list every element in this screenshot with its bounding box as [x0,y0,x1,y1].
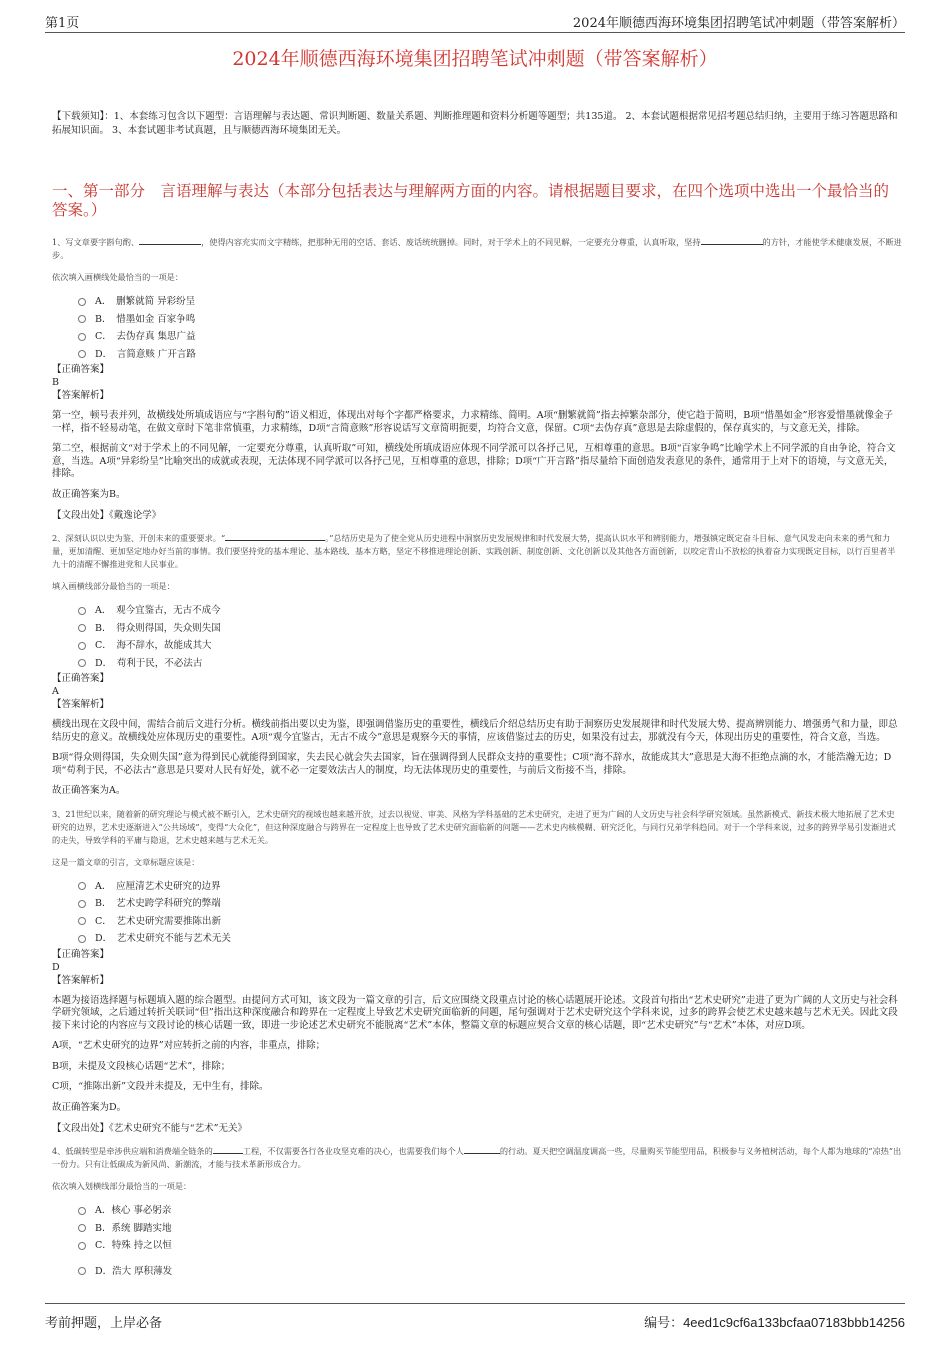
analysis-label: 【答案解析】 [52,699,110,710]
option-list [78,878,902,948]
answer-label: 【正确答案】 [52,673,110,684]
option-d[interactable]: D． 艺术史研究不能与艺术无关 [78,930,902,948]
analysis-paragraph: 本题为接语选择题与标题填入题的综合题型。由提问方式可知，该文段为一篇文章的引言，后文应围绕文段重点讨论的核心话题展开论述。文段首句指出“艺术史研究”走进了更为广阔的人文历史与社会科学研究领域，之后通过转折关联词“但”指出这种深度融合和跨界在一定程度上导致艺术史研究面临新的问题，尾句强调对于艺术史研究这个学科来说，过多的跨界会使艺术史越来越与艺术无关。因此文段接下来讨论的内容应与文段讨论的核心话题一致，即进一步论述艺术史研究不能脱离“艺术”本体，整篇文章的标题应契合文章的核心话题，即“艺术史研究”与“艺术”本体，对应D项。 [52,994,898,1031]
fill-blank [464,1145,500,1154]
analysis-conclusion: 故正确答案为D。 [52,1101,127,1113]
option-c[interactable]: C．特殊 持之以恒 [78,1237,902,1255]
radio-icon[interactable] [78,333,86,341]
analysis-label: 【答案解析】 [52,390,110,401]
fill-blank [701,236,763,245]
question-prompt: 依次填入划横线部分最恰当的一项是： [52,1181,192,1191]
analysis-paragraph: 第一空，顿号表并列，故横线处所填成语应与“字斟句酌”语义相近，体现出对每个字都严格要求，力求精练、简明。A项“删繁就简”指去掉繁杂部分，使它趋于简明，B项“惜墨如金”形容爱惜墨就像金子一样，指不轻易动笔，在做文章时下笔非常慎重，力求精练，D项“言简意赅”形容说话写文章简明扼要，均符合文意，保留。C项“去伪存真”意思是去除虚假的，保存真实的，与文意无关，排除。 [52,410,893,434]
answer-value: B [52,377,59,388]
question-stem: 3、21世纪以来，随着新的研究理论与模式被不断引入，艺术史研究的视域也越来越开放，过去以视觉、审美、风格为学科基础的艺术史研究，走进了更为广阔的人文历史与社会科学研究领域。虽然新模式、新技术极大地拓展了艺术史研究的边界，艺术史逐渐进入“公共场域”，变得“大众化”，但这种深度融合与跨界在一定程度上也导致了艺术史研究面临新的问题——艺术史内核模糊、研究泛化，与同行兄弟学科趋同。对于一个学科来说，过多的跨界学易引发渐进式的走失，导致学科的平庸与隐退，艺术史越来越与艺术无关。 [52,808,896,845]
answer-label: 【正确答案】 [52,948,110,960]
radio-icon[interactable] [78,298,86,306]
fill-blank [225,532,325,541]
document-title: 2024年顺德西海环境集团招聘笔试冲刺题（带答案解析） [232,48,718,70]
footer-slogan: 考前押题，上岸必备 [45,1316,163,1331]
question-prompt: 这是一篇文章的引言，文章标题应该是： [52,856,200,867]
analysis-item: A项，“艺术史研究的边界”对应转折之前的内容，非重点，排除； [52,1040,326,1051]
option-b[interactable]: B． 艺术史跨学科研究的弊端 [78,895,902,913]
radio-icon[interactable] [78,935,86,943]
question-3 [52,808,902,1136]
page-header [45,10,905,33]
option-c[interactable]: C． 艺术史研究需要推陈出新 [78,913,902,931]
analysis-item: B项，未提及文段核心话题“艺术”，排除； [52,1060,231,1072]
option-a[interactable]: A． 观今宜鉴古，无古不成今 [78,602,902,620]
radio-icon[interactable] [78,882,86,890]
radio-icon[interactable] [78,642,86,650]
option-list [78,602,902,672]
radio-icon[interactable] [78,917,86,925]
analysis-paragraph: B项“得众则得国，失众则失国”意为得到民心就能得到国家，失去民心就会失去国家，旨在强调得到人民群众支持的重要性；C项“海不辞水，故能成其大”意思是大海不拒绝点滴的水，才能浩瀚无边；D项“苟利于民，不必法古”意思是只要对人民有好处，就不必一定要效法古人的制度，均无法体现历史的重要性，与前后文衔接不当，排除。 [52,752,892,776]
source-citation: 【文段出处】《艺术史研究不能与“艺术”无关》 [52,1123,247,1134]
question-prompt: 填入画横线部分最恰当的一项是： [52,581,175,591]
fill-blank [139,236,201,245]
header-doc-title: 2024年顺德西海环境集团招聘笔试冲刺题（带答案解析） [572,16,905,31]
analysis-paragraph: 横线出现在文段中间，需结合前后文进行分析。横线前指出要以史为鉴，即强调借鉴历史的重要性，横线后介绍总结历史有助于洞察历史发展规律和时代发展大势、提高辨别能力、增强勇气和力量，即总结历史的意义。故横线处应体现历史的重要性。A项“观今宜鉴古，无古不成今”意思是观察今天的事情，应该借鉴过去的历史，如果没有过去，那就没有今天，体现出历史的重要性，符合文意，当选。 [52,719,898,743]
radio-icon[interactable] [78,659,86,667]
question-stem: 2、深刻认识以史为鉴、开创未来的重要要求。“ 。”总结历史是为了使全党从历史进程中洞察历史发展规律和时代发展大势，提高认识水平和辨别能力，增强镇定既定奋斗目标、意气风发走向未来的勇气和力量，更加清醒、更加坚定地办好当前的事情。我们要坚持党的基本理论、基本路线、基本方略，坚定不移推进理论创新、实践创新、制度创新、文化创新以及其他各方面创新，以咬定青山不放松的执着奋力实现既定目标，以行百里者半九十的清醒不懈推进党和人民事业。 [52,533,896,569]
answer-label: 【正确答案】 [52,364,110,375]
radio-icon[interactable] [78,315,86,323]
question-2 [52,532,902,798]
radio-icon[interactable] [78,350,86,358]
document-body [52,110,902,1280]
source-citation: 【文段出处】《戴逸论学》 [52,510,162,521]
option-b[interactable]: B．系统 脚踏实地 [78,1220,902,1238]
question-1 [52,236,902,522]
option-list [78,293,902,363]
radio-icon[interactable] [78,1267,86,1275]
page-number: 第1页 [45,16,80,31]
download-notice: 【下载须知】：1、本套练习包含以下题型：言语理解与表达题、常识判断题、数量关系题、判断推理题和资料分析题等题型；共135道。 2、本套试题根据常见招考题总结归纳，主要用于练习答题思路和拓展知识面。 3、本套试题非考试真题，且与顺德西海环境集团无关。 [52,111,898,136]
option-c[interactable]: C． 海不辞水，故能成其大 [78,637,902,655]
radio-icon[interactable] [78,624,86,632]
option-a[interactable]: A． 应厘清艺术史研究的边界 [78,878,902,896]
question-4 [52,1145,902,1280]
fill-blank [213,1145,243,1154]
radio-icon[interactable] [78,900,86,908]
radio-icon[interactable] [78,1207,86,1215]
question-stem: 4、低碳转型是牵涉供应端和消费端全链条的 工程，不仅需要各行各业攻坚克难的决心，也需要我们每个人 的行动。夏天把空调温度调高一些，尽量购买节能型用品，积极参与义务植树活动，每个人都为地球的“凉热”出一份力。只有让低碳成为新风尚、新潮流，才能与技术革新形成合力。 [52,1146,902,1169]
option-list [78,1202,902,1280]
document-serial-number: 编号：4eed1c9cf6a133bcfaa07183bbb14256 [644,1315,905,1330]
option-a[interactable]: A． 删繁就简 异彩纷呈 [78,293,902,311]
answer-value: A [52,686,59,697]
question-prompt: 依次填入画横线处最恰当的一项是： [52,272,184,282]
analysis-conclusion: 故正确答案为B。 [52,488,126,500]
option-a[interactable]: A．核心 事必躬亲 [78,1202,902,1220]
option-d[interactable]: D．浩大 厚积薄发 [78,1263,902,1281]
analysis-item: C项，“推陈出新”文段并未提及，无中生有，排除。 [52,1081,269,1092]
radio-icon[interactable] [78,1242,86,1250]
answer-value: D [52,961,60,973]
analysis-conclusion: 故正确答案为A。 [52,785,126,796]
page-footer [45,1303,905,1332]
option-b[interactable]: B． 惜墨如金 百家争鸣 [78,311,902,329]
analysis-label: 【答案解析】 [52,974,110,986]
option-d[interactable]: D． 言简意赅 广开言路 [78,346,902,364]
question-stem: 1、写文章要字斟句酌、 ，使得内容充实而文字精练，把那种无用的空话、套话、废话统统删掉。同时，对于学术上的不同见解，一定要充分尊重，认真听取，坚持 的方针，才能使学术健康发展，不断进步。 [52,237,902,260]
section-title: 一、第一部分 言语理解与表达（本部分包括表达与理解两方面的内容。请根据题目要求，在四个选项中选出一个最恰当的答案。） [52,182,890,219]
option-b[interactable]: B． 得众则得国，失众则失国 [78,620,902,638]
option-d[interactable]: D． 苟利于民，不必法古 [78,655,902,673]
analysis-paragraph: 第二空，根据前文“对于学术上的不同见解，一定要充分尊重，认真听取”可知，横线处所填成语应体现不同学派可以各抒己见，互相尊重的意思。B项“百家争鸣”比喻学术上不同学派的自由争论，符合文意，当选。A项“异彩纷呈”比喻突出的成就或表现，无法体现不同学派可以各抒己见，互相尊重的意思，排除；D项“广开言路”指尽量给下面创造发表意见的条件，通常用于上对下的语境，与文意无关，排除。 [52,443,896,479]
radio-icon[interactable] [78,1224,86,1232]
option-c[interactable]: C． 去伪存真 集思广益 [78,328,902,346]
radio-icon[interactable] [78,607,86,615]
